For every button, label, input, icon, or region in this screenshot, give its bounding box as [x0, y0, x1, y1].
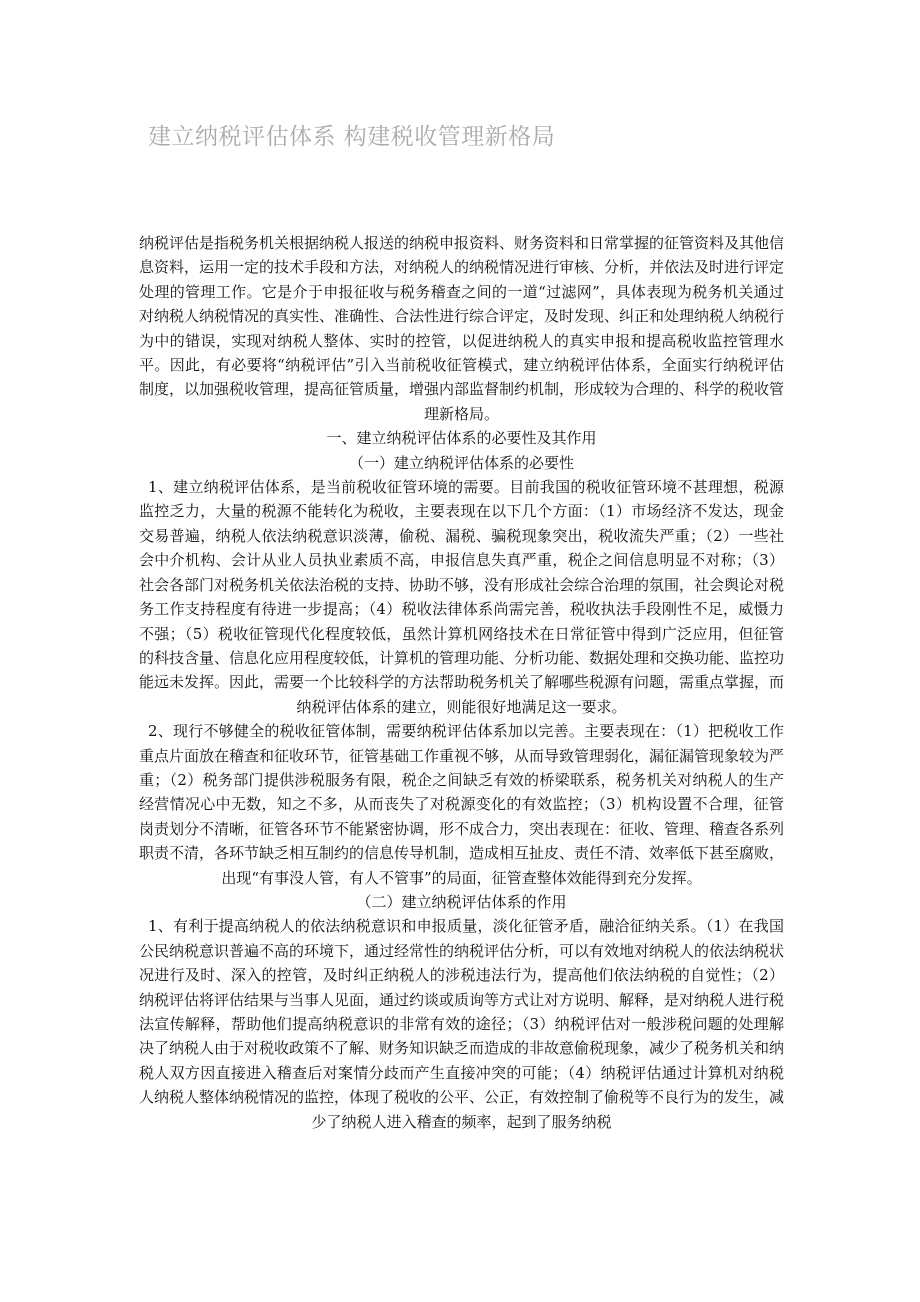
paragraph-necessity-1: 1、建立纳税评估体系，是当前税收征管环境的需要。目前我国的税收征管环境不甚理想，税源监控乏力，大量的税源不能转化为税收，主要表现在以下几个方面：（1）市场经济不发达，现金交易普遍，纳税人依法纳税意识淡薄，偷税、漏税、骗税现象突出，税收流失严重；（2）一些社会中介机构、会计从业人员执业素质不高，申报信息失真严重，税企之间信息明显不对称；（3）社会各部门对税务机关依法治税的支持、协助不够，没有形成社会综合治理的氛围，社会舆论对税务工作支持程度有待进一步提高；（4）税收法律体系尚需完善，税收执法手段刚性不足，威慑力不强；（5）税收征管现代化程度较低，虽然计算机网络技术在日常征管中得到广泛应用，但征管的科技含量、信息化应用程度较低，计算机的管理功能、分析功能、数据处理和交换功能、监控功能远未发挥。因此，需要一个比较科学的方法帮助税务机关了解哪些税源有问题，需重点掌握，而纳税评估体系的建立，则能很好地满足这一要求。 — [139, 478, 785, 716]
paragraph-necessity-2: 2、现行不够健全的税收征管体制，需要纳税评估体系加以完善。主要表现在：（1）把税收工作重点片面放在稽查和征收环节，征管基础工作重视不够，从而导致管理弱化，漏征漏管现象较为严重；（2）税务部门提供涉税服务有限，税企之间缺乏有效的桥梁联系，税务机关对纳税人的生产经营情况心中无数，知之不多，从而丧失了对税源变化的有效监控；（3）机构设置不合理，征管岗责划分不清晰，征管各环节不能紧密协调，形不成合力，突出表现在：征收、管理、稽查各系列职责不清，各环节缺乏相互制约的信息传导机制，造成相互扯皮、责任不清、效率低下甚至腐败，出现“有事没人管，有人不管事”的局面，征管查整体效能得到充分发挥。 — [139, 722, 785, 887]
document-body — [139, 231, 784, 1134]
subsection-heading-2: （二）建立纳税评估体系的作用 — [356, 892, 567, 911]
section-heading-1: 一、建立纳税评估体系的必要性及其作用 — [326, 429, 597, 448]
intro-paragraph: 纳税评估是指税务机关根据纳税人报送的纳税申报资料、财务资料和日常掌握的征管资料及其他信息资料，运用一定的技术手段和方法，对纳税人的纳税情况进行审核、分析，并依法及时进行评定处理的管理工作。它是介于申报征收与税务稽查之间的一道“过滤网”，具体表现为税务机关通过对纳税人纳税情况的真实性、准确性、合法性进行综合评定，及时发现、纠正和处理纳税人纳税行为中的错误，实现对纳税人整体、实时的控管，以促进纳税人的真实申报和提高税收监控管理水平。因此，有必要将“纳税评估”引入当前税收征管模式，建立纳税评估体系，全面实行纳税评估制度，以加强税收管理，提高征管质量，增强内部监督制约机制，形成较为合理的、科学的税收管理新格局。 — [139, 234, 785, 423]
paragraph-role-1: 1、有利于提高纳税人的依法纳税意识和申报质量，淡化征管矛盾，融洽征纳关系。（1）在我国公民纳税意识普遍不高的环境下，通过经常性的纳税评估分析，可以有效地对纳税人的依法纳税状况进行及时、深入的控管，及时纠正纳税人的涉税违法行为，提高他们依法纳税的自觉性；（2）纳税评估将评估结果与当事人见面，通过约谈或质询等方式让对方说明、解释，是对纳税人进行税法宣传解释，帮助他们提高纳税意识的非常有效的途径；（3）纳税评估对一般涉税问题的处理解决了纳税人由于对税收政策不了解、财务知识缺乏而造成的非故意偷税现象，减少了税务机关和纳税人双方因直接进入稽查后对案情分歧而产生直接冲突的可能；（4）纳税评估通过计算机对纳税人纳税人整体纳税情况的监控，体现了税收的公平、公正，有效控制了偷税等不良行为的发生，减少了纳税人进入稽查的频率，起到了服务纳税 — [139, 917, 785, 1131]
subsection-heading-1: （一）建立纳税评估体系的必要性 — [348, 453, 574, 472]
document-title: 建立纳税评估体系 构建税收管理新格局 — [148, 124, 556, 150]
